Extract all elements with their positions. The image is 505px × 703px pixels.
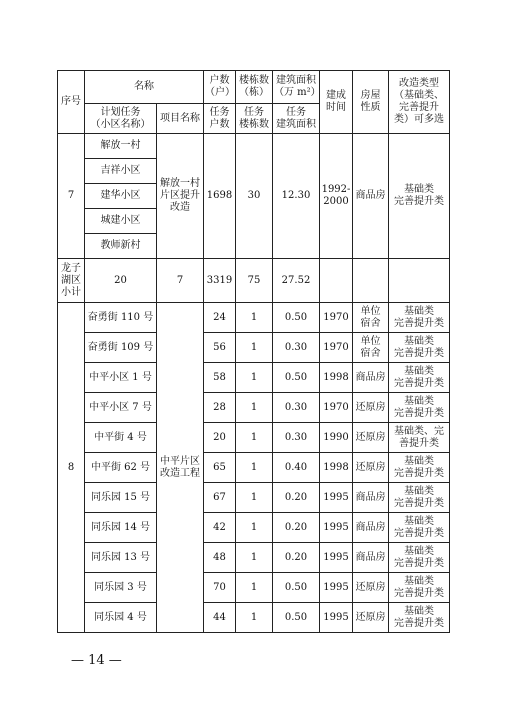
row-households: 24 xyxy=(204,303,236,333)
row-name: 同乐园 14 号 xyxy=(85,513,157,543)
header-buildings-task: 任务 楼栋数 xyxy=(236,104,273,134)
row-name: 奋勇街 109 号 xyxy=(85,333,157,363)
row-households: 42 xyxy=(204,513,236,543)
row-type: 基础类 完善提升类 xyxy=(389,573,450,603)
row-nature: 商品房 xyxy=(353,483,389,513)
row-type: 基础类 完善提升类 xyxy=(389,393,450,423)
row-type: 基础类 完善提升类 xyxy=(389,603,450,633)
row-buildings: 1 xyxy=(236,483,273,513)
row-year: 1995 xyxy=(320,603,353,633)
row-type: 基础类 完善提升类 xyxy=(389,513,450,543)
row-name: 奋勇街 110 号 xyxy=(85,303,157,333)
row-households: 56 xyxy=(204,333,236,363)
row-area: 0.20 xyxy=(273,543,320,573)
subtotal-households: 3319 xyxy=(204,259,236,303)
row-name: 中平小区 7 号 xyxy=(85,393,157,423)
row-households: 28 xyxy=(204,393,236,423)
subtotal-label: 龙子 湖区 小计 xyxy=(58,259,85,303)
group7-households: 1698 xyxy=(204,134,236,259)
group7-nature: 商品房 xyxy=(353,134,389,259)
header-area: 建筑面积 （万 m²） xyxy=(273,71,320,104)
row-buildings: 1 xyxy=(236,363,273,393)
row-households: 44 xyxy=(204,603,236,633)
subtotal-area: 27.52 xyxy=(273,259,320,303)
row-area: 0.30 xyxy=(273,423,320,453)
header-area-task: 任务 建筑面积 xyxy=(273,104,320,134)
header-type: 改造类型 （基础类、 完善提升 类）可多选 xyxy=(389,71,450,134)
row-year: 1990 xyxy=(320,423,353,453)
row-year: 1995 xyxy=(320,483,353,513)
row-nature: 还原房 xyxy=(353,423,389,453)
row-nature: 商品房 xyxy=(353,513,389,543)
group7-buildings: 30 xyxy=(236,134,273,259)
row-buildings: 1 xyxy=(236,573,273,603)
row-buildings: 1 xyxy=(236,453,273,483)
row-nature: 还原房 xyxy=(353,453,389,483)
row-nature: 还原房 xyxy=(353,573,389,603)
community-name: 解放一村 xyxy=(85,134,157,159)
row-year: 1995 xyxy=(320,573,353,603)
group7-year: 1992- 2000 xyxy=(320,134,353,259)
row-type: 基础类 完善提升类 xyxy=(389,483,450,513)
row-year: 1970 xyxy=(320,393,353,423)
row-type: 基础类 完善提升类 xyxy=(389,303,450,333)
row-name: 中平街 4 号 xyxy=(85,423,157,453)
row-households: 70 xyxy=(204,573,236,603)
row-name: 中平小区 1 号 xyxy=(85,363,157,393)
subtotal-nature xyxy=(353,259,389,303)
row-type: 基础类 完善提升类 xyxy=(389,453,450,483)
row-type: 基础类 完善提升类 xyxy=(389,333,450,363)
row-nature: 还原房 xyxy=(353,603,389,633)
header-households: 户数 （户） xyxy=(204,71,236,104)
row-nature: 单位 宿舍 xyxy=(353,303,389,333)
row-name: 中平街 62 号 xyxy=(85,453,157,483)
header-buildings: 楼栋数 （栋） xyxy=(236,71,273,104)
row-buildings: 1 xyxy=(236,303,273,333)
row-buildings: 1 xyxy=(236,333,273,363)
row-area: 0.30 xyxy=(273,393,320,423)
group7-area: 12.30 xyxy=(273,134,320,259)
group7-project: 解放一村 片区提升 改造 xyxy=(157,134,204,259)
row-households: 48 xyxy=(204,543,236,573)
subtotal-project: 7 xyxy=(157,259,204,303)
row-buildings: 1 xyxy=(236,513,273,543)
row-year: 1995 xyxy=(320,543,353,573)
header-project-name: 项目名称 xyxy=(157,104,204,134)
header-nature: 房屋 性质 xyxy=(353,71,389,134)
row-area: 0.50 xyxy=(273,363,320,393)
header-plan-task: 计划任务 （小区名称） xyxy=(85,104,157,134)
row-area: 0.50 xyxy=(273,303,320,333)
row-year: 1998 xyxy=(320,453,353,483)
row-buildings: 1 xyxy=(236,423,273,453)
subtotal-year xyxy=(320,259,353,303)
row-type: 基础类 完善提升类 xyxy=(389,543,450,573)
community-name: 教师新村 xyxy=(85,234,157,259)
row-area: 0.40 xyxy=(273,453,320,483)
group7-seq: 7 xyxy=(58,134,85,259)
header-name: 名称 xyxy=(85,71,204,104)
row-year: 1970 xyxy=(320,333,353,363)
row-area: 0.30 xyxy=(273,333,320,363)
row-year: 1998 xyxy=(320,363,353,393)
page-number: — 14 — xyxy=(71,653,122,668)
header-year: 建成 时间 xyxy=(320,71,353,134)
row-buildings: 1 xyxy=(236,393,273,423)
row-name: 同乐园 15 号 xyxy=(85,483,157,513)
row-name: 同乐园 13 号 xyxy=(85,543,157,573)
row-area: 0.20 xyxy=(273,513,320,543)
row-households: 67 xyxy=(204,483,236,513)
row-buildings: 1 xyxy=(236,603,273,633)
community-name: 吉祥小区 xyxy=(85,159,157,184)
row-nature: 商品房 xyxy=(353,363,389,393)
row-area: 0.50 xyxy=(273,603,320,633)
subtotal-buildings: 75 xyxy=(236,259,273,303)
row-nature: 还原房 xyxy=(353,393,389,423)
subtotal-plan: 20 xyxy=(85,259,157,303)
group7-type: 基础类 完善提升类 xyxy=(389,134,450,259)
community-name: 建华小区 xyxy=(85,184,157,209)
row-year: 1970 xyxy=(320,303,353,333)
header-seq: 序号 xyxy=(58,71,85,134)
row-name: 同乐园 4 号 xyxy=(85,603,157,633)
header-households-task: 任务 户数 xyxy=(204,104,236,134)
row-type: 基础类 完善提升类 xyxy=(389,363,450,393)
row-buildings: 1 xyxy=(236,543,273,573)
row-households: 20 xyxy=(204,423,236,453)
row-nature: 单位 宿舍 xyxy=(353,333,389,363)
renovation-table xyxy=(57,70,450,633)
community-name: 城建小区 xyxy=(85,209,157,234)
row-area: 0.20 xyxy=(273,483,320,513)
group8-seq: 8 xyxy=(58,303,85,633)
row-type: 基础类、完 善提升类 xyxy=(389,423,450,453)
row-households: 65 xyxy=(204,453,236,483)
row-name: 同乐园 3 号 xyxy=(85,573,157,603)
row-households: 58 xyxy=(204,363,236,393)
row-nature: 商品房 xyxy=(353,543,389,573)
row-year: 1995 xyxy=(320,513,353,543)
subtotal-type xyxy=(389,259,450,303)
group8-project: 中平片区 改造工程 xyxy=(157,303,204,633)
row-area: 0.50 xyxy=(273,573,320,603)
